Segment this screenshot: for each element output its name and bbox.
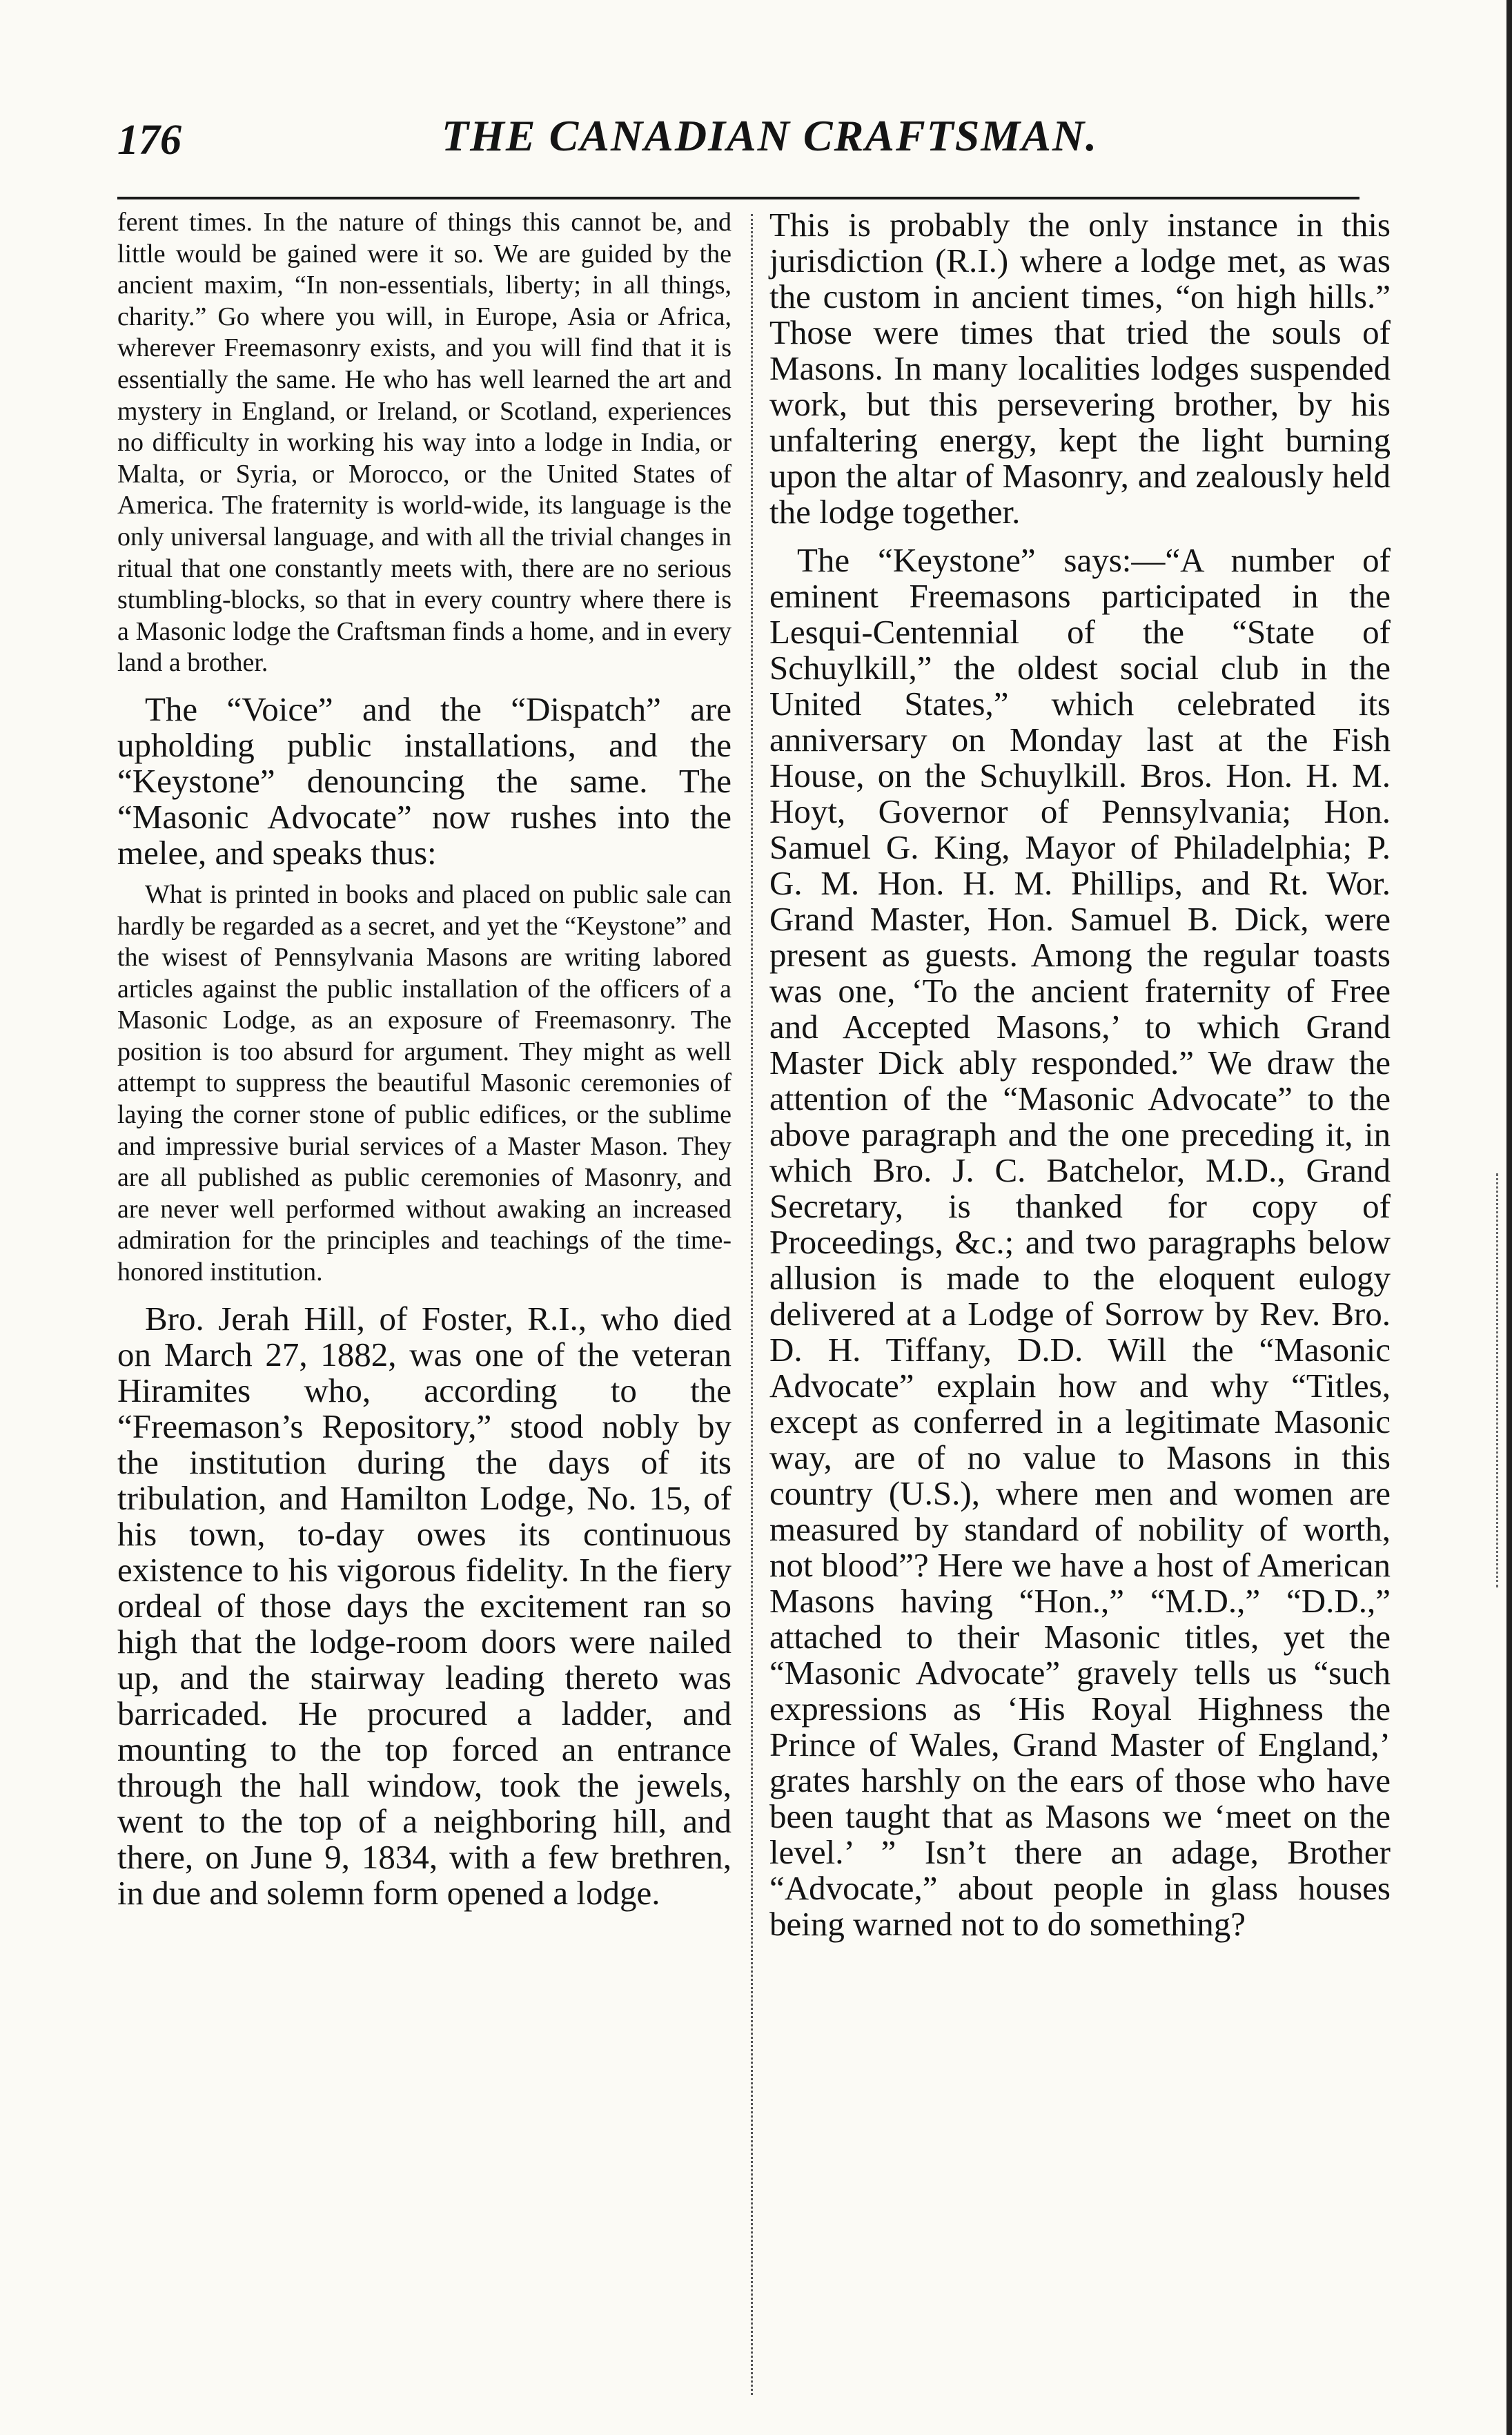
block-quote: What is printed in books and placed on public sale can hardly be regarded as a secret, and yet the “Keystone” and the wisest of Pennsylvania Masons are writing labored articles against the public installation of the officers of a Masonic Lodge, as an exposure of Freemasonry. The position is too absurd for argument. They might as well attempt to suppress the beautiful Masonic ceremonies of laying the corner stone of public edifices, or the sublime and impressive burial services of a Master Mason. They are all published as public ceremonies of Masonry, and are never well performed without awaking an increased admiration for the principles and teachings of the time-honored institution. bbox=[117, 879, 732, 1287]
header-rule bbox=[117, 197, 1359, 199]
right-paragraph-2: The “Keystone” says:—“A number of eminent Freemasons participated in the Lesqui-Centennial of the “State of Schuylkill,” the oldest social club in the United States,” which celebrated its anniversary on Monday last at the Fish House, on the Schuylkill. Bros. Hon. H. M. Hoyt, Governor of Pennsylvania; Hon. Samuel G. King, Mayor of Philadelphia; P. G. M. Hon. H. M. Phillips, and Rt. Wor. Grand Master, Hon. Samuel B. Dick, were present as guests. Among the regular toasts was one, ‘To the ancient fraternity of Free and Accepted Masons,’ to which Grand Master Dick ably responded.” We draw the attention of the “Masonic Advocate” to the above paragraph and the one preceding it, in which Bro. J. C. Batchelor, M.D., Grand Secretary, is thanked for copy of Proceedings, &c.; and two paragraphs below allusion is made to the eloquent eulogy delivered at a Lodge of Sorrow by Rev. Bro. D. H. Tiffany, D.D. Will the “Masonic Advocate” explain how and why “Titles, except as conferred in a legitimate Masonic way, are of no value to Masons in this country (U.S.), where men and women are measured by standard of nobility of worth, not blood”? Here we have a host of American Masons having “Hon.,” “M.D.,” “D.D.,” attached to their Masonic titles, yet the “Masonic Advocate” gravely tells us “such expressions as ‘His Royal Highness the Prince of Wales, Grand Master of England,’ grates harshly on the ears of those who have been taught that as Masons we ‘meet on the level.’ ” Isn’t there an adage, Brother “Advocate,” about people in glass houses being warned not to do something? bbox=[769, 541, 1391, 1943]
right-paragraph-1: This is probably the only instance in this jurisdiction (R.I.) where a lodge met, as was the custom in ancient times, “on high hills.” Those were times that tried the souls of Masons. In many localities lodges suspended work, but this persevering brother, by his unfaltering energy, kept the light burning upon the altar of Masonry, and zealously held the lodge together. bbox=[769, 206, 1391, 531]
right-column bbox=[769, 207, 1391, 1942]
page-number: 176 bbox=[117, 117, 181, 164]
page-edge-shadow bbox=[1506, 0, 1512, 2435]
left-paragraph-1: ferent times. In the nature of things this cannot be, and little would be gained were it so. We are guided by the ancient maxim, “In non-essentials, liberty; in all things, charity.” Go where you will, in Europe, Asia or Africa, wherever Freemasonry exists, and you will find that it is essentially the same. He who has well learned the art and mystery in England, or Ireland, or Scotland, experiences no difficulty in working his way into a lodge in India, or Malta, or Syria, or Morocco, or the United States of America. The fraternity is world-wide, its language is the only universal language, and with all the trivial changes in ritual that one constantly meets with, there are no serious stumbling-blocks, so that in every country where there is a Masonic lodge the Craftsman finds a home, and in every land a brother. bbox=[117, 208, 732, 678]
page-header bbox=[0, 0, 1512, 200]
column-divider bbox=[751, 214, 753, 2395]
page-edge-specks bbox=[1496, 1173, 1502, 1587]
left-paragraph-2: The “Voice” and the “Dispatch” are upholding public installations, and the “Keystone” denouncing the same. The “Masonic Advocate” now rushes into the melee, and speaks thus: bbox=[117, 690, 732, 872]
left-column bbox=[117, 207, 732, 1911]
running-title: THE CANADIAN CRAFTSMAN. bbox=[442, 111, 1099, 160]
left-paragraph-3: Bro. Jerah Hill, of Foster, R.I., who died on March 27, 1882, was one of the veteran Hiramites who, according to the “Freemason’s Repository,” stood nobly by the institution during the days of its tribulation, and Hamilton Lodge, No. 15, of his town, to-day owes its continuous existence to his vigorous fidelity. In the fiery ordeal of those days the excitement ran so high that the lodge-room doors were nailed up, and the stairway leading thereto was barricaded. He procured a ladder, and mounting to the top forced an entrance through the hall window, took the jewels, went to the top of a neighboring hill, and there, on June 9, 1834, with a few brethren, in due and solemn form opened a lodge. bbox=[117, 1299, 732, 1912]
